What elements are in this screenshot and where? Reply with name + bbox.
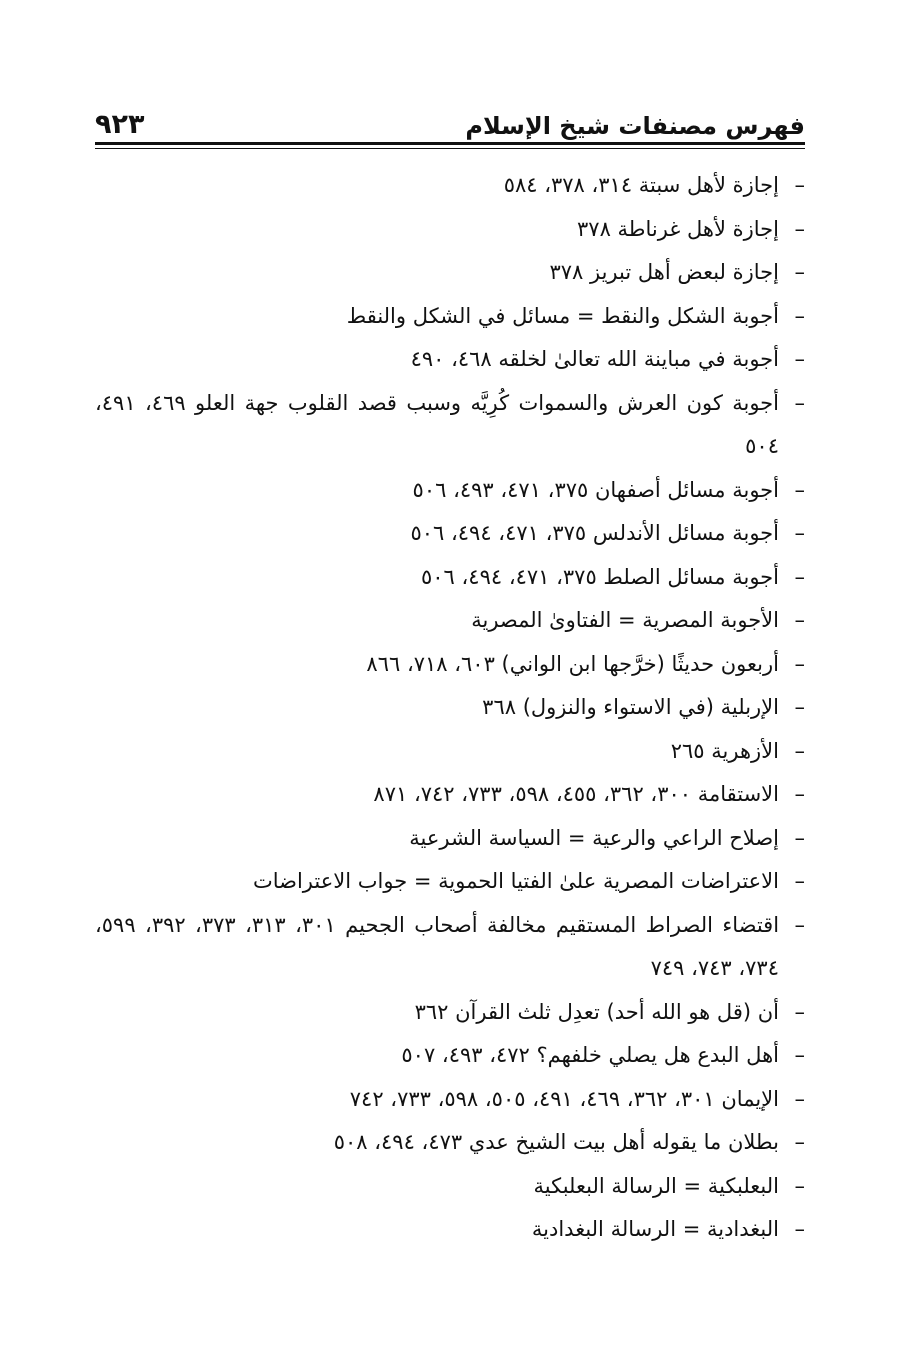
header-rule-thin: [95, 148, 805, 149]
header-rule-thick: [95, 142, 805, 145]
entry-text: أجوبة مسائل الأندلس ٣٧٥، ٤٧١، ٤٩٤، ٥٠٦: [410, 521, 779, 545]
index-entry: [95, 382, 805, 469]
entry-text: أجوبة الشكل والنقط = مسائل في الشكل والنقط: [346, 303, 779, 328]
index-entry: [95, 686, 805, 730]
index-entry: [95, 208, 805, 252]
entry-dash: –: [794, 347, 805, 371]
entry-dash: –: [794, 782, 805, 806]
entry-text: بطلان ما يقوله أهل بيت الشيخ عدي ٤٧٣، ٤٩٤، ٥٠٨: [333, 1130, 779, 1154]
entry-dash: –: [794, 738, 805, 763]
entry-dash: –: [794, 651, 805, 676]
index-list: [95, 164, 805, 1252]
entry-text: الإربلية (في الاستواء والنزول) ٣٦٨: [482, 695, 779, 719]
index-entry: [95, 1034, 805, 1078]
index-entry: [95, 295, 805, 339]
entry-text: الاعتراضات المصرية علىٰ الفتيا الحموية = جواب الاعتراضات: [252, 869, 779, 893]
entry-dash: –: [794, 303, 805, 328]
index-entry: [95, 1208, 805, 1252]
index-entry: [95, 469, 805, 513]
index-entry: [95, 730, 805, 774]
entry-text: البعلبكية = الرسالة البعلبكية: [533, 1173, 779, 1198]
entry-dash: –: [794, 1217, 805, 1241]
entry-text: إجازة لبعض أهل تبريز ٣٧٨: [549, 260, 779, 284]
index-entry: [95, 643, 805, 687]
page-number: ٩٢٣: [95, 109, 145, 140]
entry-text: إجازة لأهل غرناطة ٣٧٨: [577, 216, 779, 241]
entry-dash: –: [794, 1086, 805, 1111]
index-entry: [95, 1165, 805, 1209]
entry-text: إجازة لأهل سبتة ٣١٤، ٣٧٨، ٥٨٤: [503, 173, 779, 197]
entry-dash: –: [794, 1173, 805, 1198]
entry-dash: –: [794, 521, 805, 545]
entry-text: أجوبة كون العرش والسموات كُرِيَّه وسبب قصد القلوب جهة العلو ٤٦٩، ٤٩١، ٥٠٤: [95, 390, 779, 458]
entry-dash: –: [794, 390, 805, 415]
entry-text: أهل البدع هل يصلي خلفهم؟ ٤٧٢، ٤٩٣، ٥٠٧: [401, 1043, 779, 1067]
entry-dash: –: [794, 173, 805, 197]
index-entry: [95, 991, 805, 1035]
index-entry: [95, 338, 805, 382]
entry-dash: –: [794, 999, 805, 1024]
entry-text: الإيمان ٣٠١، ٣٦٢، ٤٦٩، ٤٩١، ٥٠٥، ٥٩٨، ٧٣٣، ٧٤٢: [349, 1086, 779, 1111]
index-entry: [95, 164, 805, 208]
index-entry: [95, 773, 805, 817]
entry-text: أربعون حديثًا (خرَّجها ابن الواني) ٦٠٣، ٧١٨، ٨٦٦: [366, 651, 779, 676]
index-entry: [95, 817, 805, 861]
entry-dash: –: [794, 477, 805, 502]
entry-dash: –: [794, 912, 805, 937]
entry-dash: –: [794, 564, 805, 589]
index-entry: [95, 860, 805, 904]
entry-dash: –: [794, 1043, 805, 1067]
index-entry: [95, 1121, 805, 1165]
index-entry: [95, 599, 805, 643]
entry-dash: –: [794, 869, 805, 893]
entry-text: أن (قل هو الله أحد) تعدِل ثلث القرآن ٣٦٢: [414, 999, 779, 1024]
entry-text: الأجوبة المصرية = الفتاوىٰ المصرية: [471, 608, 779, 632]
index-entry: [95, 904, 805, 991]
index-entry: [95, 1078, 805, 1122]
entry-text: أجوبة مسائل الصلط ٣٧٥، ٤٧١، ٤٩٤، ٥٠٦: [421, 564, 779, 589]
entry-text: اقتضاء الصراط المستقيم مخالفة أصحاب الجحيم ٣٠١، ٣١٣، ٣٧٣، ٣٩٢، ٥٩٩، ٧٣٤، ٧٤٣، ٧٤٩: [95, 912, 780, 980]
entry-text: أجوبة في مباينة الله تعالىٰ لخلقه ٤٦٨، ٤٩٠: [410, 347, 779, 371]
entry-text: الأزهرية ٢٦٥: [670, 738, 779, 763]
index-entry: [95, 251, 805, 295]
index-entry: [95, 512, 805, 556]
entry-text: الاستقامة ٣٠٠، ٣٦٢، ٤٥٥، ٥٩٨، ٧٣٣، ٧٤٢، ٨٧١: [373, 782, 779, 806]
entry-dash: –: [794, 608, 805, 632]
entry-dash: –: [794, 216, 805, 241]
entry-text: أجوبة مسائل أصفهان ٣٧٥، ٤٧١، ٤٩٣، ٥٠٦: [412, 477, 779, 502]
entry-dash: –: [794, 1130, 805, 1154]
entry-dash: –: [794, 695, 805, 719]
header-title: فهرس مصنفات شيخ الإسلام: [465, 112, 805, 140]
entry-text: البغدادية = الرسالة البغدادية: [531, 1217, 779, 1241]
entry-dash: –: [794, 260, 805, 284]
running-header: [95, 106, 805, 140]
entry-dash: –: [794, 825, 805, 850]
entry-text: إصلاح الراعي والرعية = السياسة الشرعية: [409, 825, 779, 850]
index-entry: [95, 556, 805, 600]
